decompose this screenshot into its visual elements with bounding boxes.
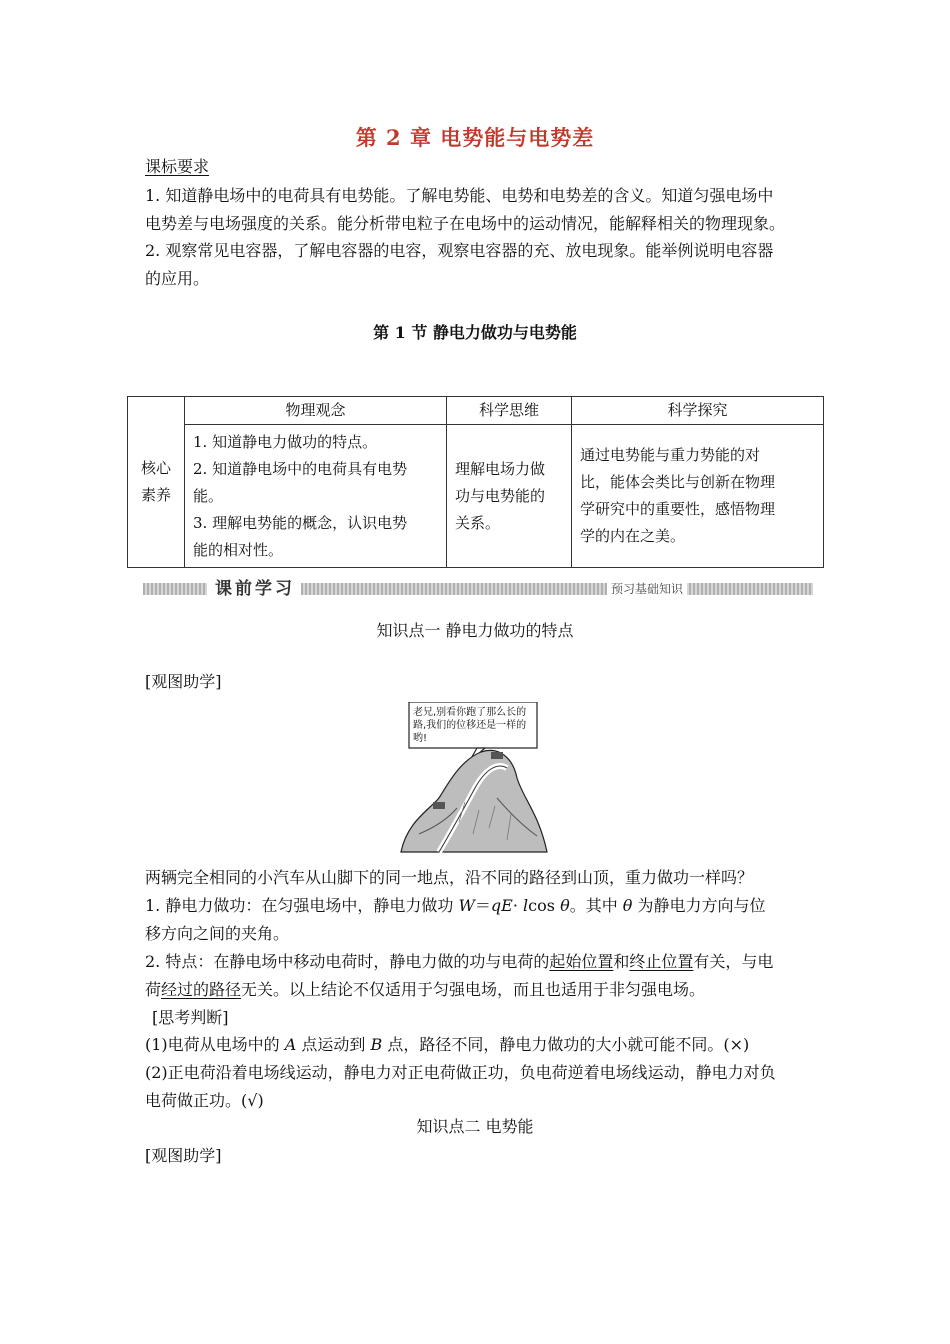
banner-title: 课前学习 — [215, 579, 295, 599]
core-row-label: 核心 素养 — [128, 397, 185, 568]
inquiry-cell: 通过电势能与重力势能的对 比，能体会类比与创新在物理 学研究中的重要性，感悟物理 学的内在之美。 — [572, 425, 824, 568]
paragraph-work-formula-cont: 移方向之间的夹角。 — [145, 924, 290, 943]
paragraph-feature: 2. 特点：在静电场中移动电荷时，静电力做的功与电荷的起始位置和终止位置有关，与电 — [145, 952, 774, 971]
chapter-title: 第 2 章 电势能与电势差 — [355, 125, 595, 150]
paragraph-work-formula: 1. 静电力做功：在匀强电场中，静电力做功 W＝qE· lcos θ。其中 θ 为静电力方向与位 — [145, 896, 766, 915]
judge-item-2: (2)正电荷沿着电场线运动，静电力对正电荷做正功，负电荷逆着电场线运动，静电力对负 — [145, 1063, 776, 1082]
curriculum-line: 2. 观察常见电容器，了解电容器的电容，观察电容器的充、放电现象。能举例说明电容器 — [145, 241, 774, 260]
question-text: 两辆完全相同的小汽车从山脚下的同一地点，沿不同的路径到山顶，重力做功一样吗？ — [145, 868, 754, 887]
banner-subtitle: 预习基础知识 — [607, 580, 687, 598]
concept-cell: 1. 知道静电力做功的特点。 2. 知道静电场中的电荷具有电势 能。 3. 理解电势能的概念，认识电势 能的相对性。 — [185, 425, 447, 568]
header-thinking: 科学思维 — [447, 397, 572, 425]
header-concept: 物理观念 — [185, 397, 447, 425]
curriculum-line: 电势差与电场强度的关系。能分析带电粒子在电场中的运动情况，能解释相关的物理现象。 — [145, 214, 786, 233]
speech-bubble-text: 老兄,别看你跑了那么长的路,我们的位移还是一样的哟! — [413, 707, 527, 744]
header-inquiry: 科学探究 — [572, 397, 824, 425]
curriculum-line: 1. 知道静电场中的电荷具有电势能。了解电势能、电势和电势差的含义。知道匀强电场中 — [145, 186, 774, 205]
mountain-cartoon-figure — [399, 702, 549, 854]
judge-label: [思考判断] — [152, 1008, 229, 1027]
curriculum-heading: 课标要求 — [145, 157, 210, 176]
judge-item-1: (1)电荷从电场中的 A 点运动到 B 点，路径不同，静电力做功的大小就可能不同。(×) — [145, 1035, 750, 1054]
curriculum-line: 的应用。 — [145, 269, 210, 288]
underline-path: 经过的路径 — [161, 980, 242, 999]
section-banner — [143, 578, 813, 600]
thinking-cell: 理解电场力做 功与电势能的 关系。 — [447, 425, 572, 568]
paragraph-feature-cont: 荷经过的路径无关。以上结论不仅适用于匀强电场，而且也适用于非匀强电场。 — [145, 980, 706, 999]
figure-label: [观图助学] — [145, 672, 222, 691]
banner-bar-left — [143, 583, 207, 595]
figure-label-2: [观图助学] — [145, 1146, 222, 1165]
core-competency-table — [127, 396, 824, 568]
section-title: 第 1 节 静电力做功与电势能 — [373, 323, 577, 342]
underline-start-position: 起始位置 — [549, 952, 614, 971]
judge-item-2-cont: 电荷做正功。(√) — [145, 1091, 264, 1110]
underline-end-position: 终止位置 — [629, 952, 694, 971]
banner-bar-right — [301, 583, 813, 595]
knowledge1-title: 知识点一 静电力做功的特点 — [376, 621, 574, 640]
knowledge2-title: 知识点二 电势能 — [416, 1117, 534, 1136]
